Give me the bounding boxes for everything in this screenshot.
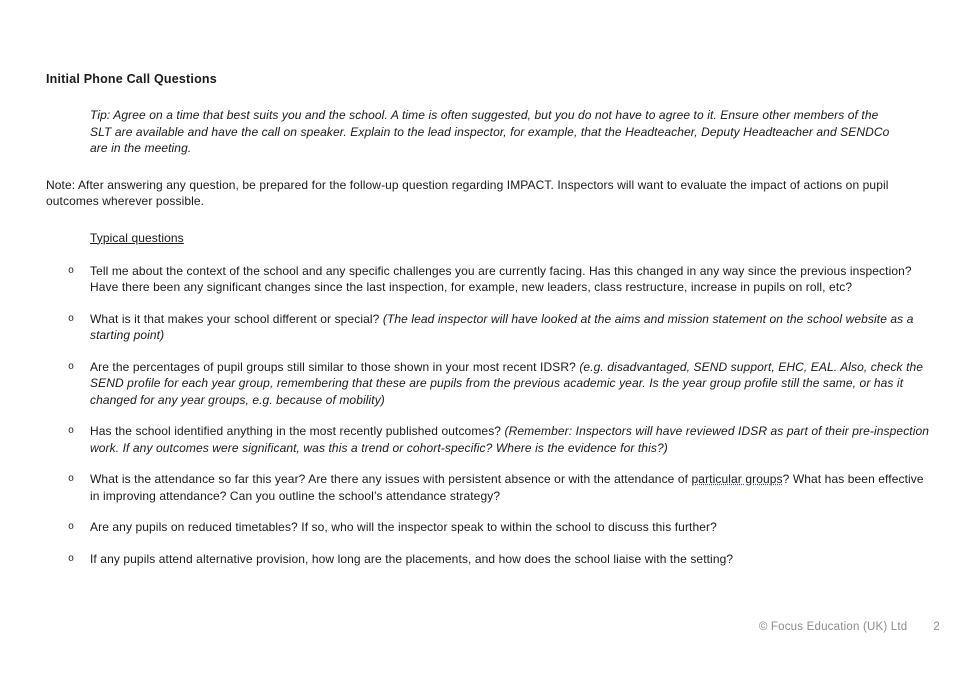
question-text (90, 424, 929, 455)
question-text (90, 264, 912, 295)
question-segment: (e.g. disadvantaged, SEND support, EHC, EAL. Also, check the SEND profile for each year group, remembering that these are pupils from the previous academic year. Is the year group profile still the same, or has it changed for any year groups, e.g. because of mobility) (90, 359, 924, 407)
question-item (68, 519, 935, 536)
question-segment: (Remember: Inspectors will have reviewed IDSR as part of their pre-inspection work. If any outcomes were significant, was this a trend or cohort-specific? Where is the evidence for this?) (90, 424, 930, 455)
question-item (68, 423, 935, 456)
question-text (90, 472, 924, 503)
tip-paragraph: Tip: Agree on a time that best suits you and the school. A time is often suggested, but you do not have to agree to it. Ensure other members of the SLT are available and have the call on speaker. Explain to the lead inspector, for example, that the Headteacher, Deputy Headteacher and SENDCo are in the meeting. (90, 108, 890, 155)
question-item (68, 471, 935, 504)
question-segment: Are the percentages of pupil groups still similar to those shown in your most recent IDSR? (90, 359, 580, 374)
question-text (90, 552, 733, 566)
question-item (68, 359, 935, 409)
bullet-marker: o (68, 474, 75, 485)
bullet-marker: o (68, 426, 75, 437)
copyright-text: © Focus Education (UK) Ltd (758, 621, 908, 633)
question-segment: (The lead inspector will have looked at the aims and mission statement on the school website as a starting point) (90, 311, 914, 342)
question-segment: If any pupils attend alternative provision, how long are the placements, and how does the school liaise with the setting? (90, 551, 734, 566)
question-segment: Are any pupils on reduced timetables? If so, who will the inspector speak to within the school to discuss this further? (90, 520, 717, 534)
bullet-marker: o (68, 553, 75, 565)
bullet-marker: o (68, 522, 75, 533)
question-item (68, 551, 935, 568)
questions-list (46, 263, 935, 568)
bullet-marker: o (68, 361, 75, 373)
question-segment: What is the attendance so far this year? Are there any issues with persistent absence or with the attendance of (90, 472, 692, 486)
page-footer (759, 621, 940, 633)
question-text (90, 312, 914, 343)
section-heading: Typical questions (90, 230, 184, 245)
page-title: Initial Phone Call Questions (46, 72, 217, 86)
bullet-marker: o (68, 313, 75, 325)
page-number: 2 (933, 621, 940, 633)
question-item (68, 263, 935, 296)
question-segment: Tell me about the context of the school and any specific challenges you are currently facing. Has this changed in any way since the previous inspection? Have there been any significant changes since the last inspection, for example, new leaders, class restructure, increase in pupils on roll, etc? (90, 263, 912, 294)
question-segment: What is it that makes your school different or special? (90, 311, 383, 326)
question-item (68, 311, 935, 344)
question-segment: Has the school identified anything in the most recently published outcomes? (90, 424, 505, 438)
bullet-marker: o (68, 265, 75, 277)
question-text (90, 360, 923, 407)
question-text (90, 520, 717, 534)
grammar-flagged-text: particular groups (691, 472, 783, 486)
question-segment: ? What has been effective in improving attendance? Can you outline the school’s attendance strategy? (90, 472, 924, 503)
note-paragraph: Note: After answering any question, be prepared for the follow-up question regarding IMPACT. Inspectors will want to evaluate the impact of actions on pupil outcomes wherever possible. (46, 177, 889, 208)
